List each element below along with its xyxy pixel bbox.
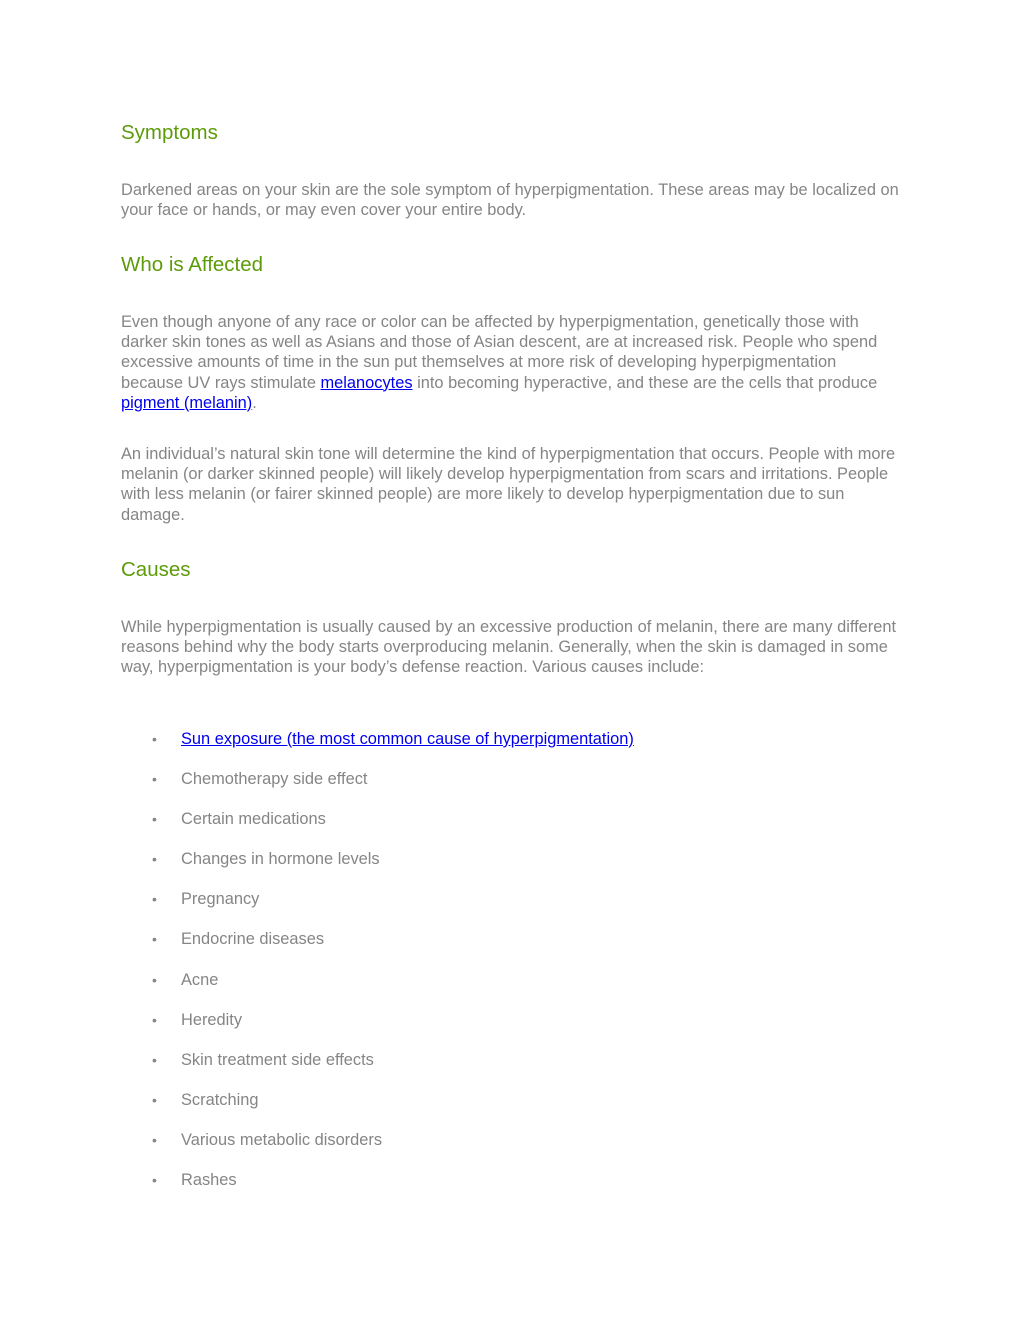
list-item-text: Various metabolic disorders — [181, 1130, 383, 1149]
list-item-text: Scratching — [181, 1090, 259, 1109]
list-item — [121, 1129, 634, 1169]
list-item — [121, 1009, 634, 1049]
list-item — [121, 1169, 634, 1209]
bullet-icon: • — [152, 1011, 157, 1028]
heading-symptoms: Symptoms — [121, 121, 218, 144]
list-item — [121, 808, 634, 848]
pigment-melanin-link[interactable]: pigment (melanin) — [121, 393, 253, 412]
paragraph-who-affected-2: An individual’s natural skin tone will determine the kind of hyperpigmentation that occurs. People with more melanin (or darker skinned people) will likely develop hyperpigmentation from scars and irritations. People with less melanin (or fairer skinned people) are more likely to develop hyperpigmentation due to sun damage. — [121, 445, 896, 524]
bullet-icon: • — [152, 811, 157, 828]
bullet-icon: • — [152, 731, 157, 747]
list-item — [121, 1049, 634, 1089]
list-item — [121, 728, 634, 768]
list-item — [121, 969, 634, 1009]
paragraph-text-part: into becoming hyperactive, and these are the cells that produce — [412, 373, 878, 392]
list-item-text: Changes in hormone levels — [181, 850, 380, 869]
list-item-text: Pregnancy — [181, 890, 260, 909]
bullet-icon: • — [152, 1051, 157, 1068]
list-item — [121, 928, 634, 968]
list-item-text: Chemotherapy side effect — [181, 770, 368, 789]
list-item — [121, 768, 634, 808]
bullet-icon: • — [152, 1091, 157, 1108]
bullet-icon: • — [152, 851, 157, 868]
bullet-icon: • — [152, 1131, 157, 1148]
list-item — [121, 848, 634, 888]
bullet-icon: • — [152, 931, 157, 948]
list-item-text: Endocrine diseases — [181, 930, 325, 949]
list-item-text: Rashes — [181, 1171, 237, 1190]
bullet-icon: • — [152, 971, 157, 988]
list-item — [121, 1089, 634, 1129]
bullet-icon: • — [152, 1172, 157, 1189]
paragraph-symptoms: Darkened areas on your skin are the sole symptom of hyperpigmentation. These areas may be localized on your face or hands, or may even cover your entire body. — [121, 181, 899, 220]
list-item-text: Heredity — [181, 1010, 243, 1029]
sun-exposure-link[interactable]: Sun exposure (the most common cause of hyperpigmentation) — [181, 730, 634, 748]
heading-causes: Causes — [121, 558, 191, 581]
paragraph-text-part: Even though anyone of any race or color can be affected by hyperpigmentation, genetically those with darker skin tones as well as Asians and those of Asian descent, are at increased risk. People who spend excessive amounts of time in the sun put themselves at more risk of developing hyperpigmentation because UV rays stimulate — [121, 313, 878, 392]
list-item-text: Acne — [181, 970, 219, 989]
list-item — [121, 888, 634, 928]
list-item-text: Certain medications — [181, 810, 326, 829]
heading-who-affected: Who is Affected — [121, 253, 264, 276]
paragraph-who-affected-1 — [121, 312, 901, 413]
melanocytes-link[interactable]: melanocytes — [320, 373, 413, 392]
list-item-text: Skin treatment side effects — [181, 1050, 374, 1069]
causes-list — [121, 728, 634, 1209]
paragraph-causes: While hyperpigmentation is usually caused by an excessive production of melanin, there are many different reasons behind why the body starts overproducing melanin. Generally, when the skin is damaged in some way, hyperpigmentation is your body’s defense reaction. Various causes include: — [121, 618, 897, 677]
bullet-icon: • — [152, 771, 157, 788]
paragraph-text-part: . — [252, 393, 257, 412]
bullet-icon: • — [152, 891, 157, 908]
